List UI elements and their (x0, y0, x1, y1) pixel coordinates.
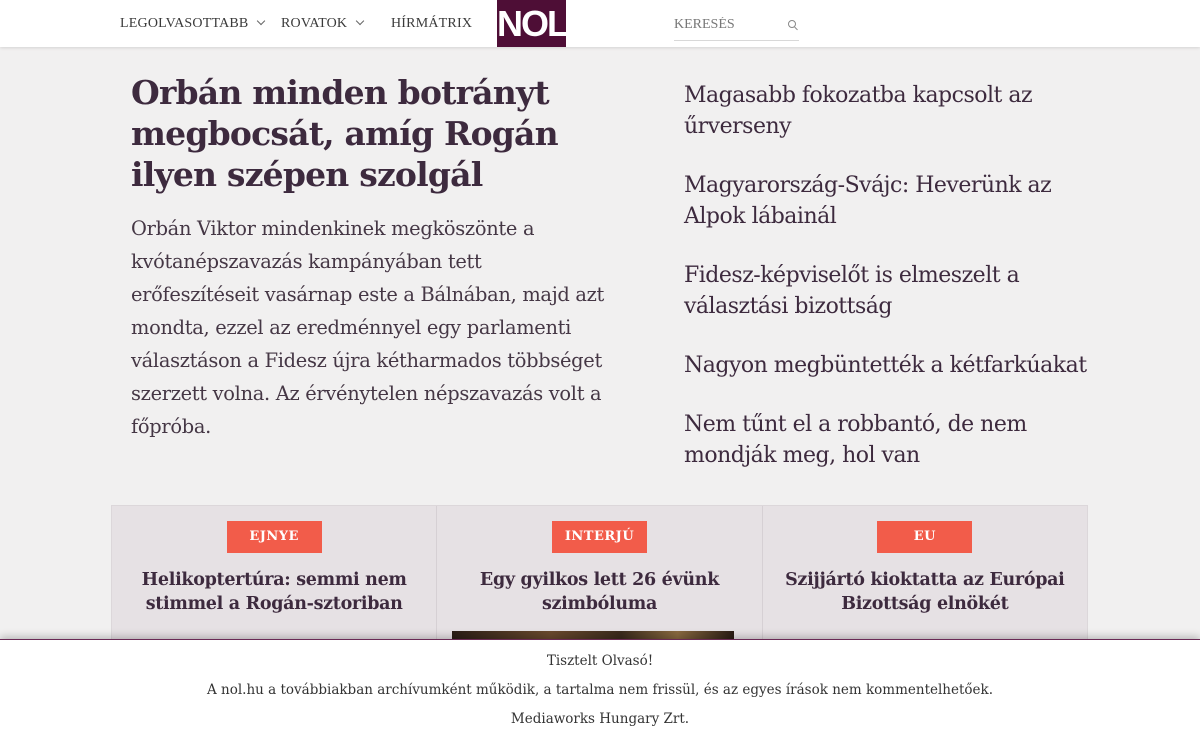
card-title[interactable]: Szijjártó kioktatta az Európai Bizottság elnökét (785, 570, 1065, 614)
card-title[interactable]: Helikoptertúra: semmi nem stimmel a Rogán-sztoriban (141, 570, 407, 614)
card-badge[interactable]: EJNYE (227, 521, 322, 553)
chevron-down-icon (356, 17, 364, 25)
lead-article (131, 72, 611, 443)
notice-signature: Mediaworks Hungary Zrt. (510, 711, 690, 727)
nav-legolvasottabb-label: LEGOLVASOTTABB (120, 16, 249, 31)
card-title[interactable]: Egy gyilkos lett 26 évünk szimbóluma (479, 570, 720, 614)
nav-rovatok[interactable] (281, 16, 363, 32)
archive-notice-banner (0, 639, 1200, 740)
card-badge[interactable]: INTERJÚ (552, 521, 647, 553)
side-headline-1[interactable]: Magasabb fokozatba kapcsolt az űrverseny (684, 83, 1033, 139)
side-headline-3[interactable]: Fidesz-képviselőt is elmeszelt a választási bizottság (684, 263, 1020, 319)
nol-logo[interactable]: NOL (497, 0, 566, 47)
side-headline-5[interactable]: Nem tűnt el a robbantó, de nem mondják meg, hol van (684, 412, 1027, 468)
notice-message: A nol.hu a továbbiakban archívumként működik, a tartalma nem frissül, és az egyes írások nem kommentelhetőek. (207, 682, 993, 698)
card-badge[interactable]: EU (877, 521, 972, 553)
lead-article-title[interactable]: Orbán minden botrányt megbocsát, amíg Rogán ilyen szépen szolgál (131, 73, 558, 194)
top-navigation-bar (0, 0, 1200, 47)
nav-rovatok-label: ROVATOK (281, 16, 348, 31)
search-box (674, 8, 799, 41)
nav-hirmatrix-label: HÍRMÁTRIX (391, 16, 473, 31)
search-icon[interactable] (788, 20, 796, 28)
nav-hirmatrix[interactable] (391, 16, 472, 32)
side-headline-2[interactable]: Magyarország-Svájc: Heverünk az Alpok lábainál (684, 173, 1052, 229)
search-input[interactable] (674, 8, 779, 40)
nav-legolvasottabb[interactable] (120, 16, 264, 32)
chevron-down-icon (257, 17, 265, 25)
notice-greeting: Tisztelt Olvasó! (546, 653, 654, 669)
side-headlines (684, 80, 1094, 499)
lead-article-summary: Orbán Viktor mindenkinek megköszönte a kvótanépszavazás kampányában tett erőfeszítéseit vasárnap este a Bálnában, majd azt mondta, ezzel az eredménnyel egy parlamenti választáson a Fidesz újra kétharmados többséget szerzett volna. Az érvénytelen népszavazás volt a főpróba. (131, 217, 605, 438)
side-headline-4[interactable]: Nagyon megbüntették a kétfarkúakat (684, 353, 1087, 378)
